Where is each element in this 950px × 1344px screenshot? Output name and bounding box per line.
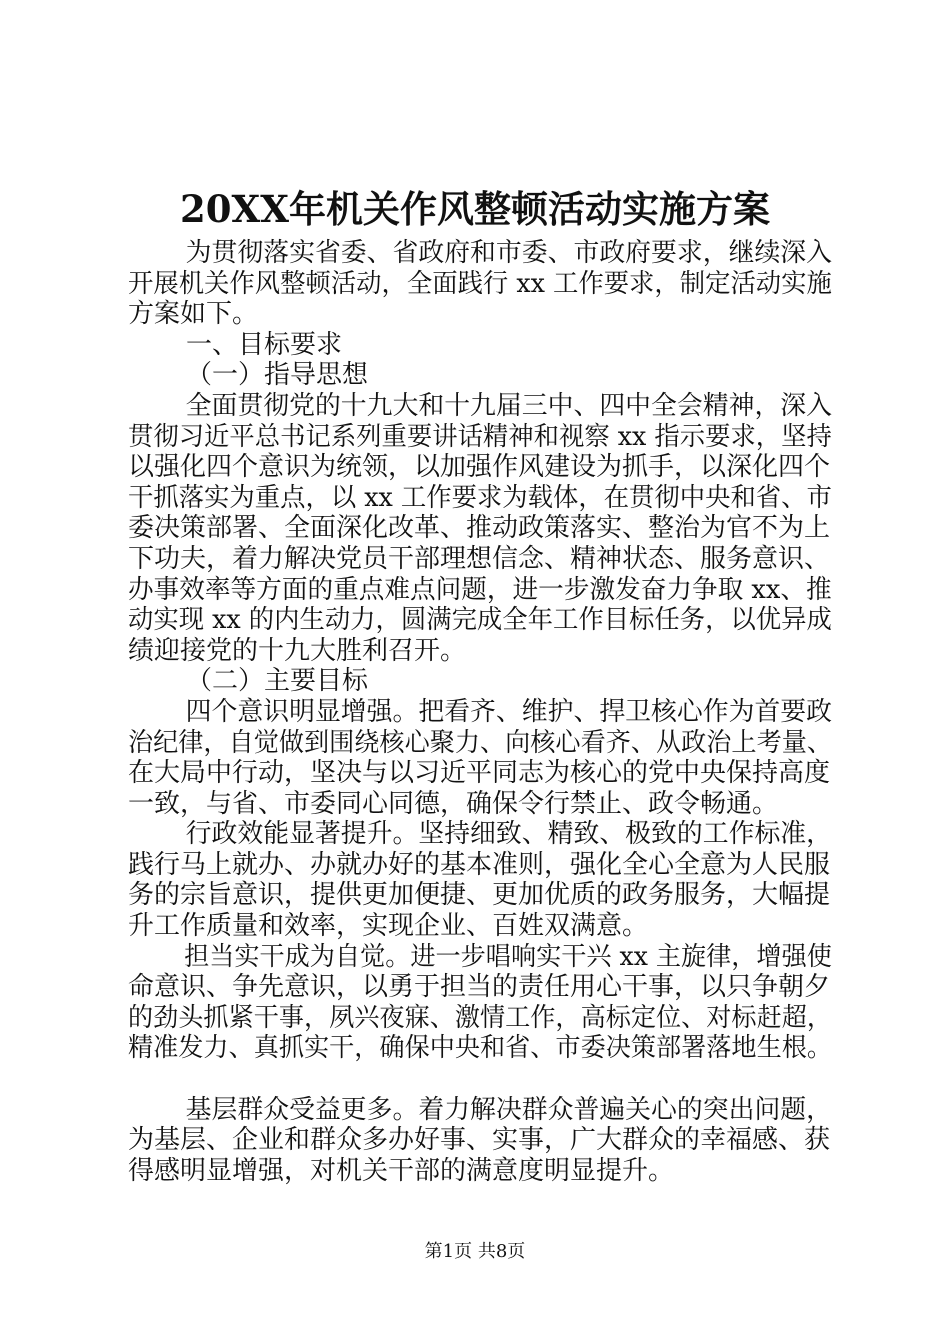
section-heading-goals: 一、目标要求 — [186, 329, 343, 360]
paragraph-efficiency-line-1: 行政效能显著提升。坚持细致、精致、极致的工作标准， — [185, 819, 833, 850]
paragraph-grassroots-line-1: 基层群众受益更多。着力解决群众普遍关心的突出问题， — [185, 1094, 833, 1125]
paragraph-guiding-line-8: 动实现 xx 的内生动力，圆满完成全年工作目标任务，以优异成 — [128, 605, 832, 636]
paragraph-guiding-line-4: 干抓落实为重点，以 xx 工作要求为载体，在贯彻中央和省、市 — [128, 482, 832, 513]
paragraph-intro-line-1: 为贯彻落实省委、省政府和市委、市政府要求，继续深入 — [185, 238, 833, 268]
paragraph-intro-line-3: 方案如下。 — [128, 299, 259, 330]
paragraph-efficiency-line-3: 务的宗旨意识，提供更加便捷、更加优质的政务服务，大幅提 — [128, 880, 831, 911]
paragraph-grassroots-line-3: 得感明显增强，对机关干部的满意度明显提升。 — [128, 1155, 675, 1186]
paragraph-intro-line-2: 开展机关作风整顿活动，全面践行 xx 工作要求，制定活动实施 — [128, 268, 832, 299]
paragraph-efficiency-line-2: 践行马上就办、办就办好的基本准则，强化全心全意为人民服 — [128, 849, 831, 880]
paragraph-guiding-line-3: 以强化四个意识为统领，以加强作风建设为抓手，以深化四个 — [128, 452, 831, 483]
paragraph-guiding-line-5: 委决策部署、全面深化改革、推动政策落实、整治为官不为上 — [128, 513, 831, 544]
paragraph-responsibility-line-2: 命意识、争先意识，以勇于担当的责任用心干事，以只争朝夕 — [128, 972, 831, 1003]
paragraph-awareness-line-2: 治纪律，自觉做到围绕核心聚力、向核心看齐、从政治上考量、 — [128, 727, 833, 758]
paragraph-guiding-line-7: 办事效率等方面的重点难点问题，进一步激发奋力争取 xx、推 — [128, 574, 832, 605]
paragraph-guiding-line-6: 下功夫，着力解决党员干部理想信念、精神状态、服务意识、 — [128, 543, 831, 574]
paragraph-guiding-line-1: 全面贯彻党的十九大和十九届三中、四中全会精神，深入 — [185, 390, 833, 421]
paragraph-efficiency-line-4: 升工作质量和效率，实现企业、百姓双满意。 — [128, 911, 649, 942]
paragraph-guiding-line-9: 绩迎接党的十九大胜利召开。 — [128, 635, 467, 666]
document-title: 20XX年机关作风整顿活动实施方案 — [180, 187, 770, 231]
paragraph-grassroots-line-2: 为基层、企业和群众多办好事、实事，广大群众的幸福感、获 — [128, 1125, 831, 1156]
paragraph-responsibility-line-4: 精准发力、真抓实干，确保中央和省、市委决策部署落地生根。 — [128, 1033, 833, 1064]
paragraph-responsibility-line-3: 的劲头抓紧干事，夙兴夜寐、激情工作，高标定位、对标赶超， — [128, 1002, 833, 1033]
paragraph-guiding-line-2: 贯彻习近平总书记系列重要讲话精神和视察 xx 指示要求，坚持 — [128, 421, 832, 452]
page-number-footer: 第1页 共8页 — [424, 1241, 526, 1262]
document-body — [128, 238, 832, 1186]
paragraph-awareness-line-3: 在大局中行动，坚决与以习近平同志为核心的党中央保持高度 — [128, 758, 831, 789]
subsection-heading-main-goals: （二）主要目标 — [186, 666, 369, 697]
paragraph-awareness-line-1: 四个意识明显增强。把看齐、维护、捍卫核心作为首要政 — [185, 696, 833, 727]
paragraph-responsibility-line-1: 担当实干成为自觉。进一步唱响实干兴 xx 主旋律，增强使 — [184, 941, 832, 972]
paragraph-spacer — [128, 1064, 832, 1095]
paragraph-awareness-line-4: 一致，与省、市委同心同德，确保令行禁止、政令畅通。 — [128, 788, 779, 819]
subsection-heading-guiding-thought: （一）指导思想 — [186, 360, 369, 391]
